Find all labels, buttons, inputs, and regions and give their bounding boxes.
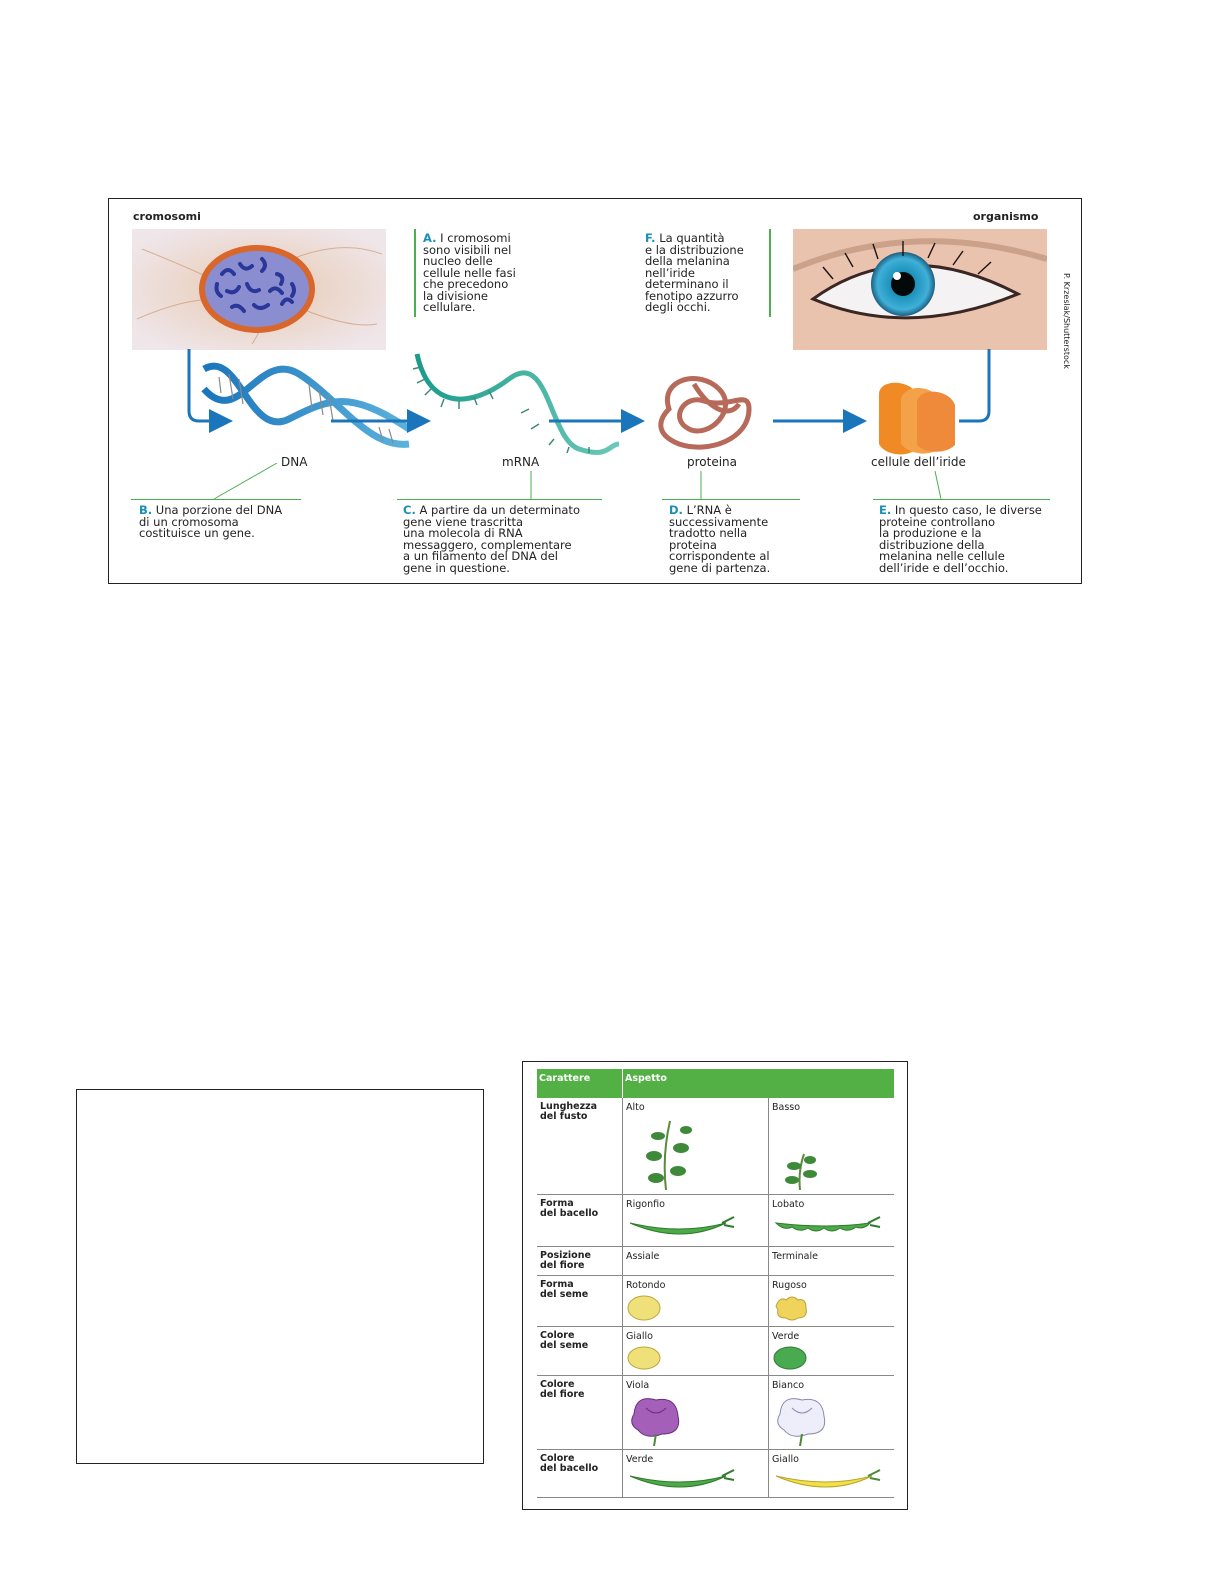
trait-cell: Colore del fiore — [537, 1375, 623, 1449]
aspect-b-cell — [769, 1194, 895, 1246]
aspect-a-cell — [623, 1098, 769, 1194]
stage-proteina: proteina — [687, 455, 738, 469]
label-organismo: organismo — [973, 210, 1039, 223]
table-row — [537, 1275, 894, 1326]
aspect-b-label: Basso — [772, 1102, 801, 1113]
mrna-strand-icon — [413, 354, 619, 453]
aspect-a-cell — [623, 1194, 769, 1246]
green-pod-icon — [626, 1468, 736, 1494]
note-f-letter: F. — [645, 231, 656, 245]
yellow-seed-icon — [626, 1345, 666, 1371]
aspect-a-cell — [623, 1375, 769, 1449]
aspect-b-label: Lobato — [772, 1198, 805, 1210]
aspect-a-label: Rotondo — [626, 1279, 666, 1291]
aspect-a-cell — [623, 1275, 769, 1326]
purple-flower-icon — [626, 1394, 686, 1446]
aspect-a-label: Viola — [626, 1379, 650, 1391]
table-row — [537, 1326, 894, 1375]
aspect-b-cell — [769, 1326, 895, 1375]
note-f — [645, 233, 744, 314]
note-b-text: Una porzione del DNA di un cromosoma costituisce un gene. — [139, 503, 283, 540]
note-a-text: I cromosomi sono visibili nel nucleo delle cellule nelle fasi che precedono la divisione cellulare. — [423, 231, 516, 314]
aspect-b-label: Giallo — [772, 1453, 799, 1465]
note-a — [423, 233, 516, 314]
inflated-pod-icon — [626, 1213, 736, 1241]
table-row — [537, 1375, 894, 1449]
trait-cell: Lunghezza del fusto — [537, 1098, 623, 1194]
round-seed-icon — [626, 1294, 666, 1322]
short-plant-icon — [772, 1116, 852, 1190]
trait-cell: Forma del bacello — [537, 1194, 623, 1246]
pea-traits-table — [537, 1069, 894, 1498]
aspect-a-cell — [623, 1246, 769, 1275]
constricted-pod-icon — [772, 1213, 882, 1241]
note-d-letter: D. — [669, 503, 683, 517]
aspect-b-label: Terminale — [772, 1250, 818, 1262]
table-row — [537, 1098, 894, 1194]
tall-plant-icon — [626, 1116, 706, 1190]
green-seed-icon — [772, 1345, 812, 1371]
process-diagram — [109, 349, 1083, 469]
chromosome-cell-image — [132, 229, 386, 350]
note-e-line — [873, 499, 1050, 500]
white-flower-icon — [772, 1394, 832, 1446]
wrinkled-seed-icon — [772, 1294, 812, 1322]
note-c — [403, 505, 580, 574]
aspect-b-label: Bianco — [772, 1379, 805, 1391]
arrow-cell-to-dna — [189, 349, 227, 421]
eye-image — [793, 229, 1047, 350]
stage-dna: DNA — [281, 455, 308, 469]
header-carattere: Carattere — [537, 1069, 623, 1098]
arrow-cells-to-organism — [959, 349, 989, 421]
header-aspetto: Aspetto — [623, 1069, 895, 1098]
note-d-text: L’RNA è successivamente tradotto nella proteina corrispondente al gene di partenza. — [669, 503, 771, 575]
note-d-line — [662, 499, 800, 500]
note-b-letter: B. — [139, 503, 153, 517]
aspect-b-cell — [769, 1098, 895, 1194]
aspect-b-cell — [769, 1246, 895, 1275]
trait-cell: Colore del seme — [537, 1326, 623, 1375]
aspect-a-label: Giallo — [626, 1330, 653, 1342]
note-f-bar — [769, 229, 771, 317]
label-cromosomi: cromosomi — [133, 210, 201, 223]
note-f-text: La quantità e la distribuzione della melanina nell’iride determinano il fenotipo azzurro degli occhi. — [645, 231, 744, 314]
aspect-b-label: Verde — [772, 1330, 800, 1342]
stage-cellule: cellule dell’iride — [871, 455, 966, 469]
iris-cells-icon — [879, 383, 955, 455]
note-d — [669, 505, 770, 574]
note-e-text: In questo caso, le diverse proteine controllano la produzione e la distribuzione della melanina nelle cellule dell’iride e dell’occhio. — [879, 503, 1042, 575]
note-b — [139, 505, 282, 540]
table-row — [537, 1194, 894, 1246]
pea-traits-card — [522, 1061, 908, 1510]
note-a-letter: A. — [423, 231, 437, 245]
trait-cell: Forma del seme — [537, 1275, 623, 1326]
protein-icon — [661, 379, 749, 447]
aspect-a-cell — [623, 1326, 769, 1375]
aspect-a-label: Verde — [626, 1453, 654, 1465]
table-row — [537, 1449, 894, 1497]
photo-credit: P. Krzeslak/Shutterstock — [1062, 273, 1071, 369]
note-c-letter: C. — [403, 503, 416, 517]
aspect-a-label: Assiale — [626, 1250, 660, 1262]
aspect-a-cell — [623, 1449, 769, 1497]
note-c-line — [397, 499, 602, 500]
trait-cell: Colore del bacello — [537, 1449, 623, 1497]
note-c-text: A partire da un determinato gene viene trascritta una molecola di RNA messaggero, complementare a un filamento del DNA del gene in questione. — [403, 503, 580, 575]
trait-cell: Posizione del fiore — [537, 1246, 623, 1275]
table-header-row — [537, 1069, 894, 1098]
aspect-b-cell — [769, 1375, 895, 1449]
aspect-b-cell — [769, 1275, 895, 1326]
note-e-letter: E. — [879, 503, 892, 517]
yellow-pod-icon — [772, 1468, 882, 1494]
empty-text-box — [76, 1089, 484, 1464]
pointer-lines — [109, 463, 1083, 503]
note-b-line — [131, 499, 301, 500]
note-e — [879, 505, 1042, 574]
dna-helix-icon — [204, 366, 409, 444]
table-row — [537, 1246, 894, 1275]
aspect-a-label: Rigonfio — [626, 1198, 665, 1210]
aspect-b-cell — [769, 1449, 895, 1497]
note-a-bar — [414, 229, 416, 317]
stage-mrna: mRNA — [502, 455, 540, 469]
aspect-a-label: Alto — [626, 1102, 645, 1113]
gene-expression-figure — [108, 198, 1082, 584]
aspect-b-label: Rugoso — [772, 1279, 807, 1291]
